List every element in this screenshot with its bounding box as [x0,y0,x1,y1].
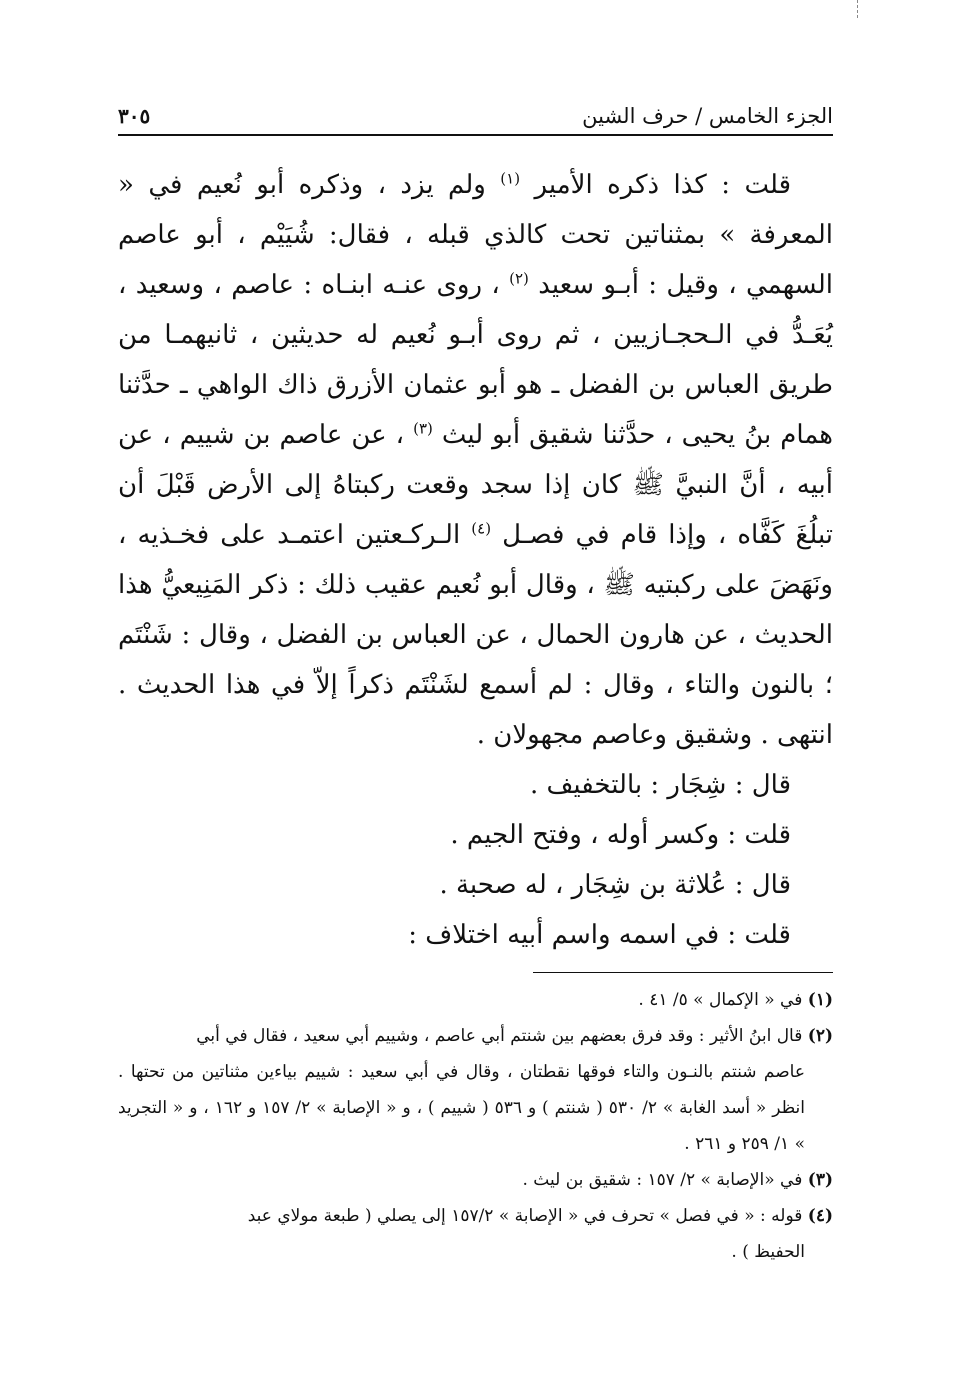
footnote-continuation: عاصم شنتم بالنـون والتاء فوقها نقطتان ، وقال في أبي سعيد : شييم بياءين مثناتين من تحتها . انظر « أسد الغابة » ٢/ ٥٣٠ ( شنتم ) و ٥٣٦ ( شييم ) ، و « الإصابة » ٢/ ١٥٧ و ١٦٢ ، و « التجريد » ١/ ٢٥٩ و ٢٦١ . [118,1062,805,1154]
footnote-number: (٢) [807,1026,833,1046]
footnote-text: قال ابنُ الأثير : وقد فرق بعضهم بين شنتم أبي عاصم ، وشييم أبي سعيد ، فقال في أبي [196,1026,803,1046]
text-segment: ولم يزد ، وذكره أبو نُعيم في « المعرفة » بمثناتين تحت كالذي قبله ، فقال: شُيَيْم ، أبو عاصم السهمي ، وقيل : أبـو سعيد [118,170,834,300]
text-segment: الـركـعتين اعتمـد على فخـذيه ، ونَهَضَ على ركبتيه ﷺ ، وقال أبو نُعيم عقيب ذلك : ذكر المَنِيعيُّ هذا الحديث ، عن هارون الحمال ، عن العباس بن الفضل ، وقال : شَنْتَم ؛ بالنون والتاء ، وقال : لم أسمع لشَنْتَم ذكراً إلاّ في هذا الحديث . انتهى . وشقيق وعاصم مجهولان . [118,520,833,750]
running-header [118,88,833,128]
footnote-continuation: الحفيظ ) . [731,1242,805,1262]
footnote-number: (٤) [807,1206,833,1226]
footnote-ref-1[interactable]: (١) [500,169,521,188]
running-title: الجزء الخامس / حرف الشين [582,104,833,128]
main-paragraph [118,160,833,760]
footnote-ref-3[interactable]: (٣) [413,419,433,438]
text-segment: قلت : كذا ذكره الأمير [534,170,792,200]
footnote-ref-4[interactable]: (٤) [471,519,492,538]
footnote-text: قوله : « في فصل » تحرف في « الإصابة » ١٥٧/٢ إلى يصلي ( طبعة مولاي عبد [247,1206,803,1226]
footnote-3 [118,1162,833,1198]
text-line-1: قال : شِجَار : بالتخفيف . [529,770,791,800]
footnote-text: في «الإصابة » ٢/ ١٥٧ : شقيق بن ليث . [522,1170,803,1190]
header-rule [118,134,833,136]
text-segment: ، روى عنـه ابنـاه : عاصم ، وسعيد ، يُعَـدُّ في الـحجـازيين ، ثم روى أبـو نُعيم له حديثين ، ثانيهمـا من طريق العباس بن الفضل ـ هو أبو عثمان الأزرق ذاك الواهي ـ حدَّثنا همام بنُ يحيى ، حدَّثنا شقيق أبو ليث [118,270,834,450]
footnote-2 [118,1018,833,1162]
text-line-3: قال : عُلاثة بن شِجَار ، له صحبة . [439,870,791,900]
scan-edge-mark [857,0,859,18]
text-line-2: قلت : وكسر أوله ، وفتح الجيم . [450,820,791,850]
footnote-ref-2[interactable]: (٢) [509,269,529,288]
text-segment: ، عن عاصم بن شييم ، عن أبيه ، أنَّ النبيَّ ﷺ كان إذا سجد وقعت ركبتاهُ إلى الأرض قَبْلَ أن تبلُغَ كَفَّاه ، وإذا قام في فصـل [118,420,834,550]
footnote-separator [533,972,833,973]
footnote-text: في « الإكمال » ٥/ ٤١ . [638,990,803,1010]
text-line-4: قلت : في اسمه واسم أبيه اختلاف : [408,920,791,950]
page-number: ٣٠٥ [118,104,151,128]
main-text [118,160,833,960]
footnote-number: (١) [807,990,833,1010]
footnote-1 [118,982,833,1018]
footnote-number: (٣) [807,1170,833,1190]
footnote-4 [118,1198,833,1270]
footnotes [118,982,833,1270]
